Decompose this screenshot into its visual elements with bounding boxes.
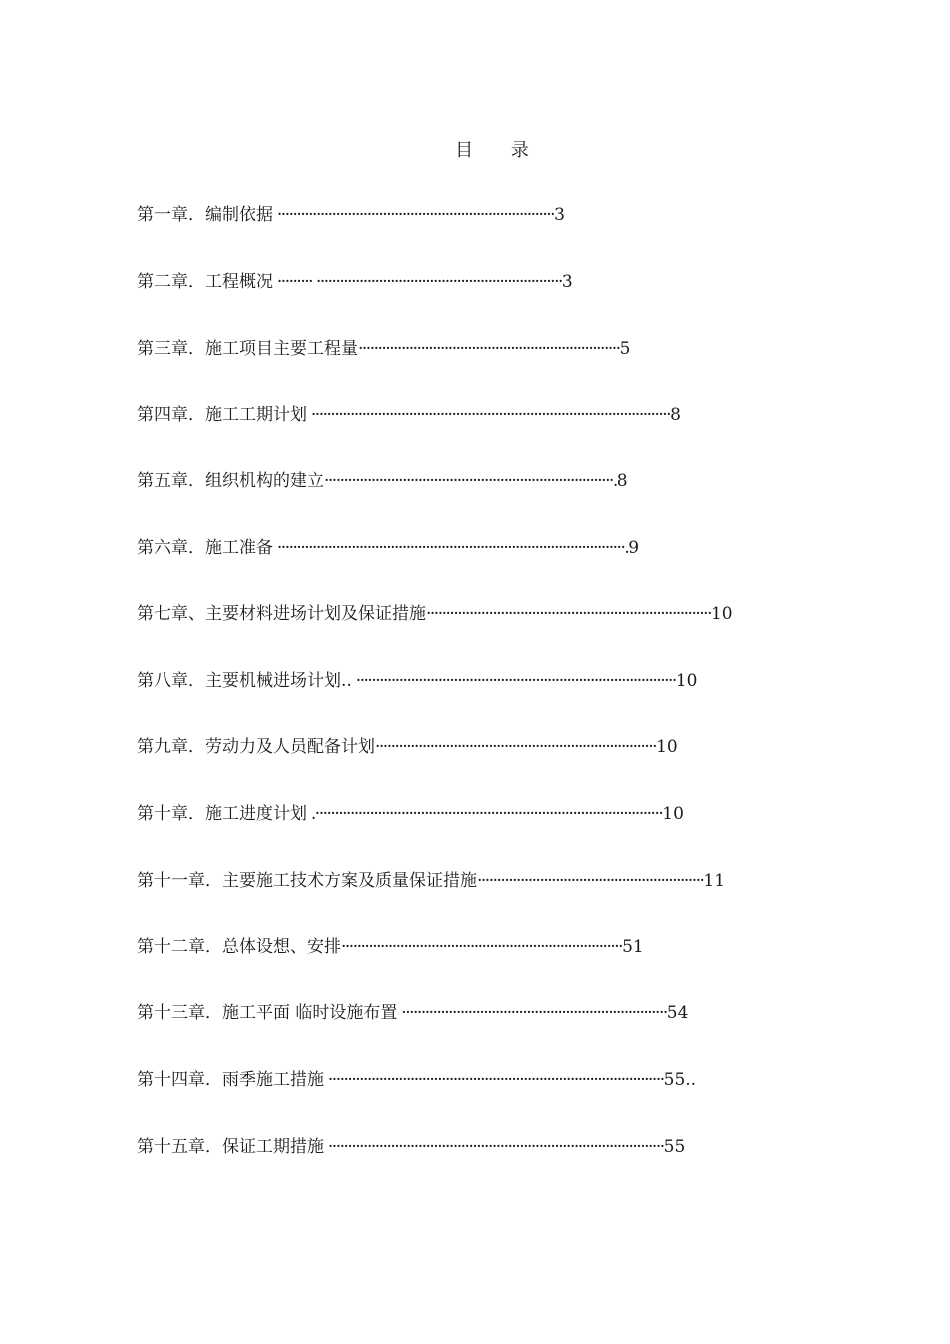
toc-entry[interactable] [137, 802, 684, 826]
toc-entry[interactable] [137, 869, 725, 893]
toc-entry[interactable] [137, 735, 678, 759]
toc-entry-label: 第五章．组织机构的建立 [137, 471, 324, 491]
toc-entry-label: 第十一章．主要施工技术方案及质量保证措施 [137, 871, 477, 891]
toc-entry-label: 第十三章．施工平面 临时设施布置 [137, 1003, 398, 1023]
toc-entry-leader: ···························································································· [307, 405, 671, 425]
toc-entry[interactable] [137, 935, 644, 959]
toc-entry-leader: .························································································· [307, 804, 663, 824]
toc-entry-label: 第十章．施工进度计划 [137, 804, 307, 824]
toc-entry-page: 55.. [663, 1070, 697, 1090]
toc-entry-leader: ········································································ [375, 737, 657, 757]
toc-entry-page: 8 [616, 471, 628, 491]
toc-entry-leader: ·················································································· [351, 671, 676, 691]
toc-entry-leader: ·························································································. [273, 538, 629, 558]
toc-entry[interactable] [137, 1001, 688, 1025]
toc-entry-leader: ·························································· [477, 871, 704, 891]
toc-entry-page: 11 [703, 871, 726, 891]
toc-entry[interactable] [137, 337, 630, 361]
toc-entry-label: 第四章．施工工期计划 [137, 405, 307, 425]
toc-entry-page: 10 [662, 804, 684, 824]
toc-entry-leader: ···································································· [397, 1003, 667, 1023]
toc-title: 目 录 [455, 140, 545, 161]
toc-entry[interactable] [137, 536, 639, 560]
toc-entry-leader: ··········································································. [324, 471, 617, 491]
toc-entry-page: 3 [561, 272, 573, 292]
toc-entry-page: 55 [663, 1137, 686, 1157]
toc-entry-label: 第十五章．保证工期措施 [137, 1137, 324, 1157]
toc-entry-label: 第九章．劳动力及人员配备计划 [137, 737, 375, 757]
toc-entry-page: 10 [710, 604, 733, 624]
toc-entry-page: 9 [628, 538, 640, 558]
toc-entry-label: 第一章．编制依据 [137, 205, 273, 225]
toc-entry-page: 3 [554, 205, 565, 225]
toc-entry-page: 51 [622, 937, 644, 957]
toc-entry-label: 第十四章．雨季施工措施 [137, 1070, 324, 1090]
toc-entry-page: 54 [666, 1003, 689, 1023]
toc-entry-leader: ········································································ [341, 937, 623, 957]
toc-entry[interactable] [137, 203, 565, 227]
toc-entry-label: 第七章、主要材料进场计划及保证措施 [137, 604, 426, 624]
toc-entry-leader: ··································································· [358, 339, 620, 359]
toc-entry-label: 第三章．施工项目主要工程量 [137, 339, 358, 359]
toc-entry-page: 8 [670, 405, 681, 425]
toc-entry-label: 第二章．工程概况 [137, 272, 273, 292]
toc-entry-leader: ········· ······························································· [273, 272, 562, 292]
toc-entry[interactable] [137, 469, 628, 493]
toc-entry-label: 第六章．施工准备 [137, 538, 273, 558]
toc-entry-leader: ······················································································ [324, 1137, 664, 1157]
toc-entry-label: 第十二章．总体设想、安排 [137, 937, 341, 957]
toc-entry[interactable] [137, 403, 681, 427]
toc-entry[interactable] [137, 669, 697, 693]
toc-entry-page: 10 [656, 737, 678, 757]
toc-entry[interactable] [137, 602, 733, 626]
toc-entry-leader: ······································································· [273, 205, 555, 225]
toc-entry-label: 第八章．主要机械进场计划.. [137, 671, 352, 691]
toc-entry-page: 10 [675, 671, 698, 691]
toc-entry[interactable] [137, 1135, 685, 1159]
toc-entry-page: 5 [619, 339, 631, 359]
toc-entry-leader: ······················································································ [324, 1070, 664, 1090]
toc-entry[interactable] [137, 1068, 696, 1092]
toc-entry-leader: ········································································· [426, 604, 711, 624]
toc-entry[interactable] [137, 270, 573, 294]
